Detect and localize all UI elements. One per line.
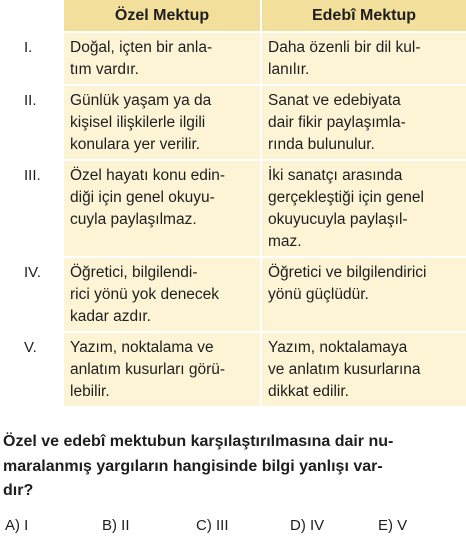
cell-line: diği için genel okuyu- — [70, 189, 215, 206]
cell-line: Doğal, içten bir anla- — [70, 39, 213, 56]
header-edebi-mektup: Edebî Mektup — [262, 0, 466, 31]
cell-line: dair fikir paylaşımla- — [268, 114, 406, 131]
question-line: Özel ve edebî mektubun karşılaştırılmasına dair nu- — [3, 433, 394, 450]
option-e[interactable]: E) V — [378, 517, 408, 534]
cell-line: gerçekleştiği için genel — [268, 189, 424, 206]
cell-line: maz. — [268, 233, 302, 250]
cell-line: Yazım, noktalamaya — [268, 339, 408, 356]
table-row — [0, 84, 466, 159]
ozel-mektup-cell — [64, 331, 262, 406]
table-header-row — [0, 0, 466, 31]
cell-line: İki sanatçı arasında — [268, 167, 403, 184]
cell-line: tım vardır. — [70, 61, 139, 78]
question-line: dır? — [3, 482, 34, 499]
edebi-mektup-cell — [262, 31, 466, 84]
cell-line: rında bulunulur. — [268, 136, 375, 153]
number-column-header — [0, 0, 64, 31]
option-c[interactable]: C) III — [196, 517, 229, 534]
option-d[interactable]: D) IV — [290, 517, 325, 534]
cell-line: ve anlatım kusurlarına — [268, 361, 421, 378]
cell-line: rici yönü yok denecek — [70, 286, 220, 303]
cell-line: kişisel ilişkilerle ilgili — [70, 114, 206, 131]
question-text — [3, 430, 460, 504]
table-row — [0, 331, 466, 406]
edebi-mektup-cell — [262, 84, 466, 159]
row-number: I. — [0, 31, 64, 84]
row-number: III. — [0, 159, 64, 256]
cell-line: Daha özenli bir dil kul- — [268, 39, 421, 56]
cell-line: konulara yer verilir. — [70, 136, 201, 153]
table-row — [0, 31, 466, 84]
cell-line: dikkat edilir. — [268, 383, 349, 400]
cell-line: cuyla paylaşılmaz. — [70, 211, 197, 228]
table-row — [0, 256, 466, 331]
ozel-mektup-cell — [64, 31, 262, 84]
ozel-mektup-cell — [64, 84, 262, 159]
cell-line: kadar azdır. — [70, 308, 151, 325]
cell-line: lebilir. — [70, 383, 110, 400]
edebi-mektup-cell — [262, 256, 466, 331]
cell-line: Özel hayatı konu edin- — [70, 167, 226, 184]
option-b[interactable]: B) II — [102, 517, 130, 534]
cell-line: Yazım, noktalama ve — [70, 339, 214, 356]
table-body — [0, 31, 466, 406]
cell-line: Öğretici ve bilgilendirici — [268, 264, 427, 281]
ozel-mektup-cell — [64, 159, 262, 256]
row-number: IV. — [0, 256, 64, 331]
header-ozel-mektup: Özel Mektup — [64, 0, 262, 31]
cell-line: anlatım kusurları görü- — [70, 361, 226, 378]
cell-line: Günlük yaşam ya da — [70, 92, 212, 109]
cell-line: Öğretici, bilgilendi- — [70, 264, 198, 281]
row-number: V. — [0, 331, 64, 406]
answer-options — [5, 517, 445, 539]
ozel-mektup-cell — [64, 256, 262, 331]
question-line: maralanmış yargıların hangisinde bilgi yanlışı var- — [3, 457, 383, 475]
cell-line: yönü güçlüdür. — [268, 286, 369, 303]
cell-line: Sanat ve edebiyata — [268, 92, 401, 109]
table-row — [0, 159, 466, 256]
cell-line: okuyucuyla paylaşıl- — [268, 211, 408, 228]
row-number: II. — [0, 84, 64, 159]
option-a[interactable]: A) I — [5, 517, 29, 534]
edebi-mektup-cell — [262, 159, 466, 256]
edebi-mektup-cell — [262, 331, 466, 406]
cell-line: lanılır. — [268, 61, 310, 78]
